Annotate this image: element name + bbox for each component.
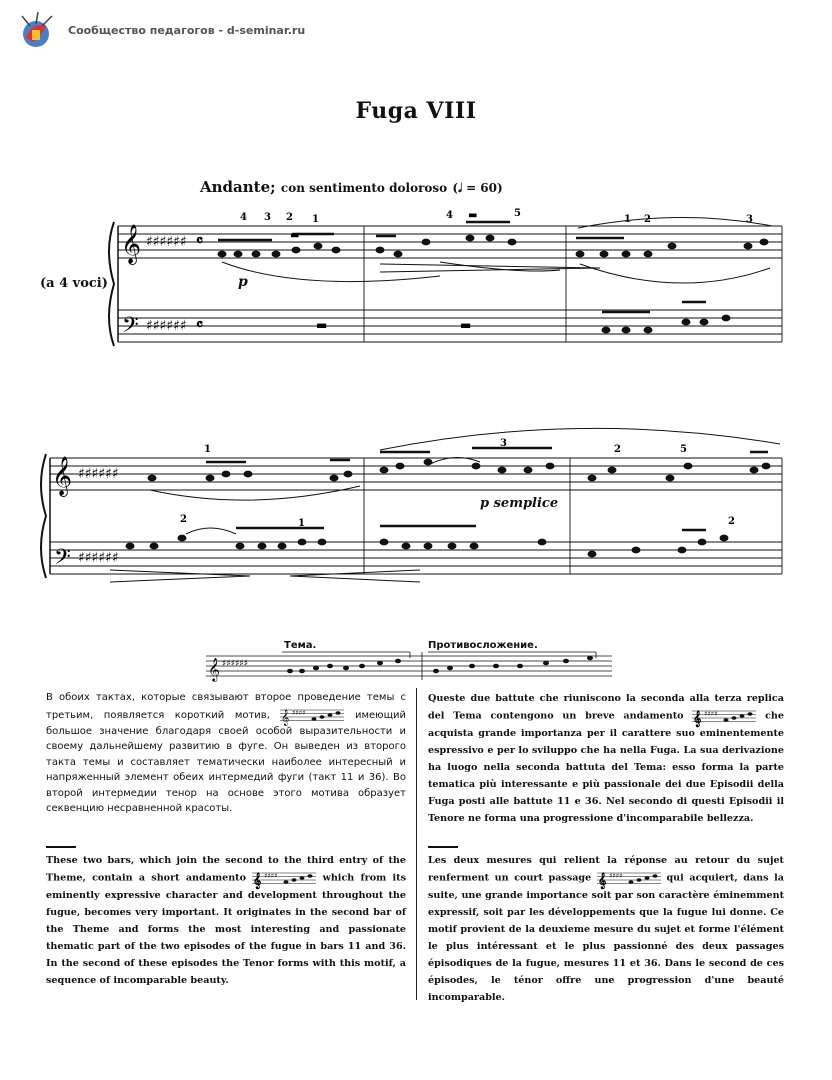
ru-text-2: имеющий большое значение благодаря своей особой выразительности и своему дальнейшему развитию в фуге. Он выведен из второго такта темы и составляет тематически наиболее интересный и напряженный элемент обеих интермедий фуги (такт 11 и 36). Во второй интермедии тенор на основе этого мотива образует секвенцию несравненной красоты. <box>46 709 407 814</box>
svg-text:𝄞: 𝄞 <box>253 873 262 889</box>
svg-text:♯♯♯♯: ♯♯♯♯ <box>704 709 718 718</box>
column-divider <box>416 688 417 1000</box>
svg-text:2: 2 <box>644 214 651 225</box>
counter-subject-label: Противосложение. <box>428 640 538 651</box>
svg-text:♯♯♯♯: ♯♯♯♯ <box>292 708 306 717</box>
system-1-notes <box>218 235 769 334</box>
svg-text:𝄞: 𝄞 <box>693 711 702 727</box>
svg-text:2: 2 <box>286 212 293 223</box>
it-text-1: Queste due battute che riuniscono la seconda alla terza replica del Tema contengono un breve andamento <box>428 693 784 722</box>
svg-text:5: 5 <box>680 444 687 455</box>
svg-text:1: 1 <box>624 214 631 225</box>
commentary-english <box>46 852 406 989</box>
svg-text:4: 4 <box>446 210 453 221</box>
svg-text:𝄞: 𝄞 <box>281 709 290 726</box>
svg-text:♯♯♯♯: ♯♯♯♯ <box>264 871 278 880</box>
motif-icon <box>597 869 661 887</box>
bass-clef-1: 𝄢 <box>122 313 139 343</box>
en-text-2: which from its eminently expressive character and development throughout the fugue, becomes very important. It originates in the second bar of the Theme and forms the most interesting and passionate thematic part of the two episodes of the fugue in bars 11 and 36. In the second of these episodes the Tenor forms with this motif, a sequence of incomparable beauty. <box>46 872 407 986</box>
svg-text:5: 5 <box>514 208 521 219</box>
time-signature-bass-1: 𝄴 <box>196 315 204 334</box>
key-signature-bass-1: ♯♯♯♯♯♯ <box>146 318 187 334</box>
metronome-mark: (𝅗𝅥 = 60) <box>452 181 503 195</box>
site-name: Сообщество педагогов - <box>68 23 224 37</box>
svg-text:1: 1 <box>298 518 305 529</box>
half-rest-1: ▬ <box>290 230 300 241</box>
ru-text-1: В обоих тактах, которые связывают второе проведение темы с третьим, появляется короткий мотив, <box>46 692 406 721</box>
svg-text:1: 1 <box>204 444 211 455</box>
tempo-detail: con sentimento doloroso <box>280 181 448 195</box>
half-rest-2: ▬ <box>468 210 478 221</box>
key-signature-bass-2: ♯♯♯♯♯♯ <box>78 550 119 566</box>
fr-rule <box>428 846 458 848</box>
bass-clef-2: 𝄢 <box>54 545 71 575</box>
site-link[interactable]: d-seminar.ru <box>226 23 306 37</box>
motif-icon <box>252 869 316 887</box>
fr-text-2: qui acquiert, dans la suite, une grande importance soit par son caractère éminemment expressif, soit par les développements que la fugue lui donne. Ce motif provient de la deuxieme mesure du sujet et forme l'élément le plus intéressant et le plus passionné des deux passages épisodiques de la fugue, mesures 11 et 36. Dans le second de ces épisodes, le ténor offre une progression d'une beauté incomparable. <box>428 872 785 1003</box>
tema-label: Тема. <box>284 640 317 651</box>
dynamic-piano-semplice: p semplice <box>480 496 559 511</box>
motif-icon <box>692 707 756 725</box>
svg-text:3: 3 <box>500 438 507 449</box>
svg-text:1: 1 <box>312 214 319 225</box>
system-1-beams <box>218 217 772 312</box>
fugue-title: Fuga VIII <box>355 98 477 124</box>
theme-key-signature: ♯♯♯♯♯♯ <box>222 659 249 669</box>
theme-staff <box>206 652 612 680</box>
svg-text:3: 3 <box>264 212 271 223</box>
treble-clef-1: 𝄞 <box>121 224 142 264</box>
en-text-1: These two bars, which join the second to the third entry of the Theme, contain a short andamento <box>46 855 406 884</box>
svg-text:♯♯♯♯: ♯♯♯♯ <box>608 871 623 880</box>
key-signature-2: ♯♯♯♯♯♯ <box>78 466 119 482</box>
commentary-italian <box>428 690 784 827</box>
system-2-brace <box>41 454 46 578</box>
svg-text:3: 3 <box>746 214 753 225</box>
system-1-brace <box>109 222 114 346</box>
commentary-french <box>428 852 784 1006</box>
fr-text-1: Les deux mesures qui relient la réponse au retour du sujet renferment un court passage <box>428 855 784 884</box>
treble-clef-2: 𝄞 <box>52 456 73 496</box>
dynamic-piano: p <box>238 274 248 290</box>
svg-text:2: 2 <box>614 444 621 455</box>
time-signature-1: 𝄴 <box>196 231 204 250</box>
voices-label: (a 4 voci) <box>40 276 108 291</box>
staff-system-1 <box>118 226 782 342</box>
commentary-russian <box>46 690 406 817</box>
it-text-2: che acquista grande importanza per il carattere suo eminentemente espressivo e per lo sviluppo che ha nella Fuga. La sua derivazione ha luogo nella seconda battuta del Tema: esso forma la parte tematica più interessante e più passionale dei due Episodii della Fuga posti alle battute 11 e 36. Nel secondo di questi Episodii il Tenore ne forma una progressione d'incomparabile bellezza. <box>428 710 784 824</box>
motif-icon <box>280 706 344 724</box>
svg-text:4: 4 <box>240 212 247 223</box>
key-signature-1: ♯♯♯♯♯♯ <box>146 234 187 250</box>
system-2-notes <box>126 459 771 558</box>
fingerings-2 <box>180 438 735 529</box>
svg-text:𝄞: 𝄞 <box>597 873 607 889</box>
svg-text:2: 2 <box>180 514 187 525</box>
tempo-word: Andante; <box>200 178 276 196</box>
svg-text:2: 2 <box>728 516 735 527</box>
whole-rest-1: ▬ <box>316 318 328 332</box>
whole-rest-2: ▬ <box>460 318 472 332</box>
en-rule <box>46 846 76 848</box>
theme-treble-clef: 𝄞 <box>208 657 220 681</box>
